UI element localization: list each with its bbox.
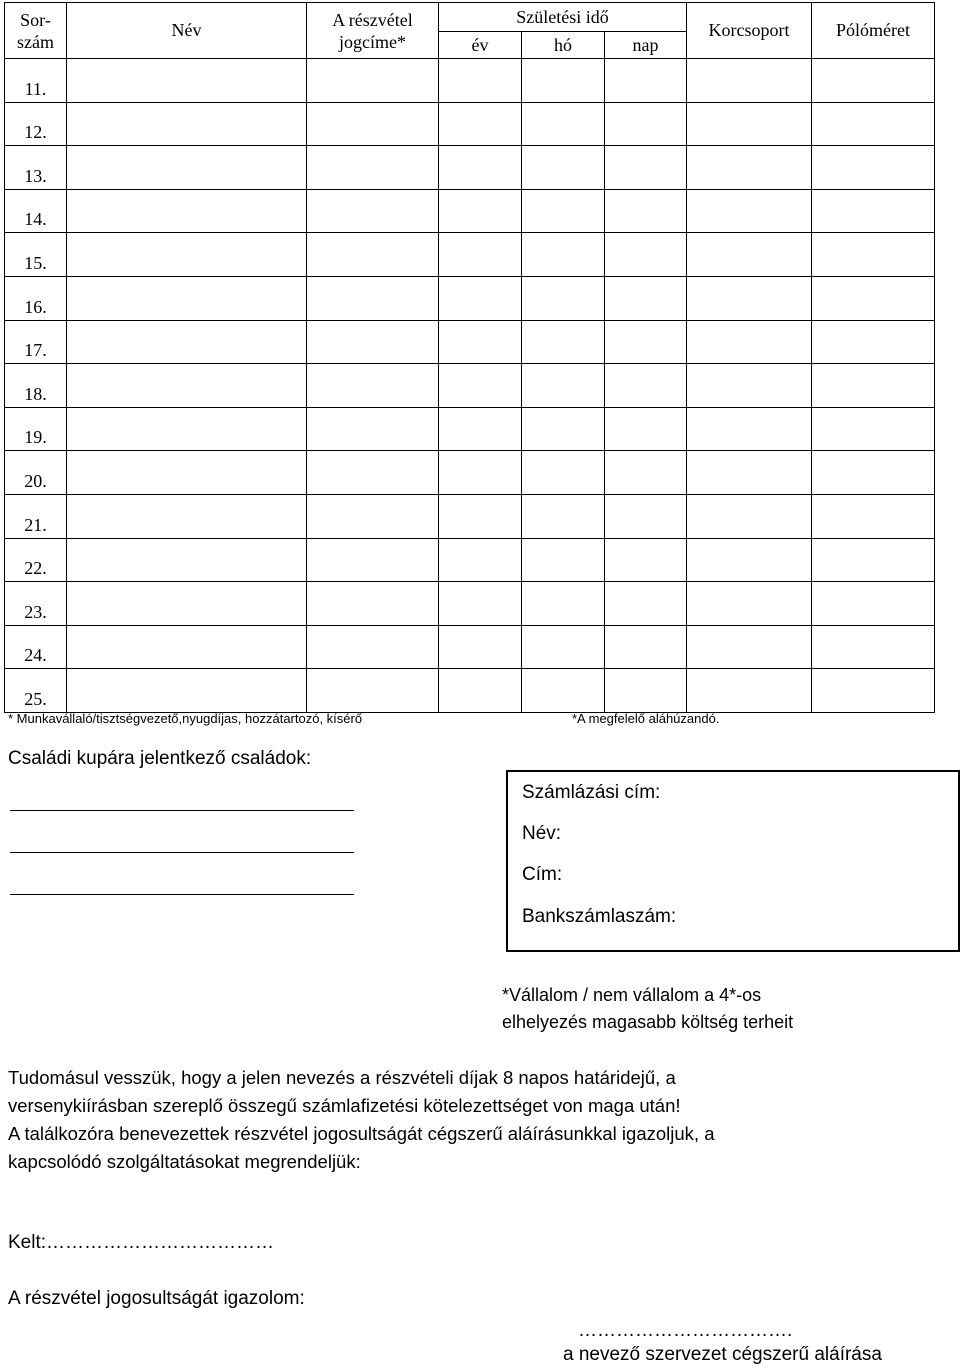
cell-jogcim[interactable] bbox=[307, 189, 439, 233]
table-row bbox=[5, 59, 935, 103]
cell-korcsoport[interactable] bbox=[687, 276, 812, 320]
signature-label: a nevező szervezet cégszerű aláírása bbox=[563, 1344, 882, 1365]
table-row bbox=[5, 625, 935, 669]
kelt-row[interactable] bbox=[8, 1232, 274, 1254]
paragraph-line-3: A találkozóra benevezettek részvétel jogosultságát cégszerű aláírásunkkal igazoljuk, a bbox=[8, 1123, 715, 1144]
billing-name-label[interactable]: Név: bbox=[522, 823, 562, 844]
cell-polomeret[interactable] bbox=[812, 233, 935, 277]
cell-nev[interactable] bbox=[67, 320, 307, 364]
cell-nev[interactable] bbox=[67, 669, 307, 713]
cell-polomeret[interactable] bbox=[812, 320, 935, 364]
cell-korcsoport[interactable] bbox=[687, 233, 812, 277]
cell-sorszam: 16. bbox=[5, 276, 67, 320]
cell-nap[interactable] bbox=[605, 451, 687, 495]
cell-sorszam: 18. bbox=[5, 364, 67, 408]
certify-label: A részvétel jogosultságát igazolom: bbox=[8, 1288, 305, 1309]
cell-korcsoport[interactable] bbox=[687, 364, 812, 408]
paragraph-line-4: kapcsolódó szolgáltatásokat megrendeljük: bbox=[8, 1151, 361, 1172]
billing-title: Számlázási cím: bbox=[522, 782, 661, 803]
table-row bbox=[5, 494, 935, 538]
table-row bbox=[5, 320, 935, 364]
header-nap: nap bbox=[605, 32, 687, 59]
cell-ev[interactable] bbox=[439, 669, 522, 713]
cell-sorszam: 13. bbox=[5, 146, 67, 190]
cell-nev[interactable] bbox=[67, 364, 307, 408]
cell-jogcim[interactable] bbox=[307, 146, 439, 190]
footnote-left: * Munkavállaló/tisztségvezető,nyugdíjas, hozzátartozó, kísérő bbox=[8, 711, 363, 726]
table-row bbox=[5, 407, 935, 451]
cell-ho[interactable] bbox=[522, 146, 605, 190]
cell-ev[interactable] bbox=[439, 320, 522, 364]
cell-sorszam: 22. bbox=[5, 538, 67, 582]
cell-polomeret[interactable] bbox=[812, 146, 935, 190]
cell-jogcim[interactable] bbox=[307, 320, 439, 364]
cell-jogcim[interactable] bbox=[307, 494, 439, 538]
family-line-2[interactable] bbox=[10, 852, 354, 853]
cell-polomeret[interactable] bbox=[812, 538, 935, 582]
cell-nap[interactable] bbox=[605, 407, 687, 451]
cell-jogcim[interactable] bbox=[307, 233, 439, 277]
cell-jogcim[interactable] bbox=[307, 59, 439, 103]
table-row bbox=[5, 669, 935, 713]
family-line-1[interactable] bbox=[10, 810, 354, 811]
cell-nev[interactable] bbox=[67, 407, 307, 451]
cell-nev[interactable] bbox=[67, 625, 307, 669]
cell-jogcim[interactable] bbox=[307, 102, 439, 146]
cell-nap[interactable] bbox=[605, 625, 687, 669]
registration-table bbox=[4, 2, 935, 713]
cell-jogcim[interactable] bbox=[307, 582, 439, 626]
cell-nap[interactable] bbox=[605, 146, 687, 190]
cell-nev[interactable] bbox=[67, 582, 307, 626]
cell-jogcim[interactable] bbox=[307, 364, 439, 408]
table-row bbox=[5, 233, 935, 277]
paragraph-line-2: versenykiírásban szereplő összegű számlafizetési kötelezettséget von maga után! bbox=[8, 1095, 681, 1116]
table-row bbox=[5, 582, 935, 626]
kelt-label: Kelt: bbox=[8, 1232, 47, 1253]
hotel-note-line1: *Vállalom / nem vállalom a 4*-os bbox=[502, 985, 762, 1005]
cell-polomeret[interactable] bbox=[812, 451, 935, 495]
cell-ho[interactable] bbox=[522, 494, 605, 538]
cell-korcsoport[interactable] bbox=[687, 407, 812, 451]
cell-ho[interactable] bbox=[522, 189, 605, 233]
cell-korcsoport[interactable] bbox=[687, 538, 812, 582]
table-row bbox=[5, 451, 935, 495]
cell-ev[interactable] bbox=[439, 625, 522, 669]
cell-nev[interactable] bbox=[67, 276, 307, 320]
cell-nev[interactable] bbox=[67, 538, 307, 582]
table-row bbox=[5, 276, 935, 320]
cell-jogcim[interactable] bbox=[307, 276, 439, 320]
header-szuletesi-ido: Születési idő bbox=[439, 3, 687, 32]
cell-ho[interactable] bbox=[522, 625, 605, 669]
cell-ho[interactable] bbox=[522, 276, 605, 320]
cell-ho[interactable] bbox=[522, 407, 605, 451]
cell-ho[interactable] bbox=[522, 451, 605, 495]
cell-jogcim[interactable] bbox=[307, 407, 439, 451]
cell-ho[interactable] bbox=[522, 669, 605, 713]
cell-nap[interactable] bbox=[605, 102, 687, 146]
cell-nap[interactable] bbox=[605, 320, 687, 364]
cell-ev[interactable] bbox=[439, 582, 522, 626]
cell-korcsoport[interactable] bbox=[687, 451, 812, 495]
cell-sorszam: 17. bbox=[5, 320, 67, 364]
cell-korcsoport[interactable] bbox=[687, 189, 812, 233]
cell-nap[interactable] bbox=[605, 669, 687, 713]
cell-sorszam: 23. bbox=[5, 582, 67, 626]
cell-ev[interactable] bbox=[439, 189, 522, 233]
cell-ev[interactable] bbox=[439, 146, 522, 190]
cell-korcsoport[interactable] bbox=[687, 320, 812, 364]
cell-ho[interactable] bbox=[522, 364, 605, 408]
signature-dots[interactable]: ……………………………. bbox=[578, 1320, 793, 1341]
billing-box bbox=[506, 770, 960, 952]
cell-sorszam: 15. bbox=[5, 233, 67, 277]
cell-jogcim[interactable] bbox=[307, 625, 439, 669]
cell-jogcim[interactable] bbox=[307, 538, 439, 582]
cell-ev[interactable] bbox=[439, 102, 522, 146]
cell-jogcim[interactable] bbox=[307, 669, 439, 713]
cell-ho[interactable] bbox=[522, 320, 605, 364]
cell-nev[interactable] bbox=[67, 59, 307, 103]
header-korcsoport: Korcsoport bbox=[687, 3, 812, 59]
cell-nev[interactable] bbox=[67, 233, 307, 277]
cell-polomeret[interactable] bbox=[812, 189, 935, 233]
cell-nap[interactable] bbox=[605, 364, 687, 408]
billing-bank-label[interactable]: Bankszámlaszám: bbox=[522, 906, 677, 927]
cell-nev[interactable] bbox=[67, 146, 307, 190]
header-sorszam: Sor- szám bbox=[5, 3, 67, 59]
cell-sorszam: 11. bbox=[5, 59, 67, 103]
paragraph-line-1: Tudomásul vesszük, hogy a jelen nevezés a részvételi díjak 8 napos határidejű, a bbox=[8, 1067, 676, 1088]
cell-korcsoport[interactable] bbox=[687, 59, 812, 103]
cell-nap[interactable] bbox=[605, 59, 687, 103]
table-row bbox=[5, 189, 935, 233]
cell-korcsoport[interactable] bbox=[687, 102, 812, 146]
cell-nev[interactable] bbox=[67, 451, 307, 495]
cell-ev[interactable] bbox=[439, 407, 522, 451]
cell-sorszam: 24. bbox=[5, 625, 67, 669]
cell-ho[interactable] bbox=[522, 538, 605, 582]
cell-korcsoport[interactable] bbox=[687, 582, 812, 626]
cell-ho[interactable] bbox=[522, 233, 605, 277]
cell-korcsoport[interactable] bbox=[687, 146, 812, 190]
header-ev: év bbox=[439, 32, 522, 59]
cell-ho[interactable] bbox=[522, 59, 605, 103]
cell-polomeret[interactable] bbox=[812, 669, 935, 713]
table-row bbox=[5, 102, 935, 146]
table-row bbox=[5, 146, 935, 190]
cell-korcsoport[interactable] bbox=[687, 625, 812, 669]
family-cup-label: Családi kupára jelentkező családok: bbox=[8, 748, 312, 769]
cell-nev[interactable] bbox=[67, 494, 307, 538]
cell-jogcim[interactable] bbox=[307, 451, 439, 495]
family-line-3[interactable] bbox=[10, 894, 354, 895]
table-row bbox=[5, 364, 935, 408]
hotel-note-line2: elhelyezés magasabb költség terheit bbox=[502, 1012, 794, 1032]
cell-polomeret[interactable] bbox=[812, 102, 935, 146]
cell-ev[interactable] bbox=[439, 364, 522, 408]
cell-ho[interactable] bbox=[522, 582, 605, 626]
cell-nap[interactable] bbox=[605, 494, 687, 538]
cell-ev[interactable] bbox=[439, 451, 522, 495]
cell-ev[interactable] bbox=[439, 59, 522, 103]
header-ho: hó bbox=[522, 32, 605, 59]
cell-polomeret[interactable] bbox=[812, 407, 935, 451]
cell-polomeret[interactable] bbox=[812, 59, 935, 103]
cell-sorszam: 21. bbox=[5, 494, 67, 538]
cell-sorszam: 19. bbox=[5, 407, 67, 451]
cell-ev[interactable] bbox=[439, 276, 522, 320]
table-row bbox=[5, 538, 935, 582]
cell-nap[interactable] bbox=[605, 276, 687, 320]
cell-sorszam: 14. bbox=[5, 189, 67, 233]
cell-nev[interactable] bbox=[67, 189, 307, 233]
cell-polomeret[interactable] bbox=[812, 582, 935, 626]
cell-korcsoport[interactable] bbox=[687, 669, 812, 713]
cell-ev[interactable] bbox=[439, 494, 522, 538]
cell-nap[interactable] bbox=[605, 189, 687, 233]
cell-korcsoport[interactable] bbox=[687, 494, 812, 538]
cell-sorszam: 20. bbox=[5, 451, 67, 495]
cell-polomeret[interactable] bbox=[812, 364, 935, 408]
billing-address-label[interactable]: Cím: bbox=[522, 864, 563, 885]
cell-nap[interactable] bbox=[605, 233, 687, 277]
footnote-right: *A megfelelő aláhúzandó. bbox=[572, 711, 720, 726]
cell-sorszam: 12. bbox=[5, 102, 67, 146]
cell-ho[interactable] bbox=[522, 102, 605, 146]
header-nev: Név bbox=[67, 3, 307, 59]
header-jogcim: A részvétel jogcíme* bbox=[307, 3, 439, 59]
cell-polomeret[interactable] bbox=[812, 494, 935, 538]
cell-nev[interactable] bbox=[67, 102, 307, 146]
header-polomeret: Pólóméret bbox=[812, 3, 935, 59]
cell-nap[interactable] bbox=[605, 538, 687, 582]
kelt-dots[interactable]: ……………………………… bbox=[46, 1232, 275, 1253]
cell-nap[interactable] bbox=[605, 582, 687, 626]
cell-polomeret[interactable] bbox=[812, 625, 935, 669]
cell-polomeret[interactable] bbox=[812, 276, 935, 320]
cell-ev[interactable] bbox=[439, 233, 522, 277]
cell-ev[interactable] bbox=[439, 538, 522, 582]
cell-sorszam: 25. bbox=[5, 669, 67, 713]
